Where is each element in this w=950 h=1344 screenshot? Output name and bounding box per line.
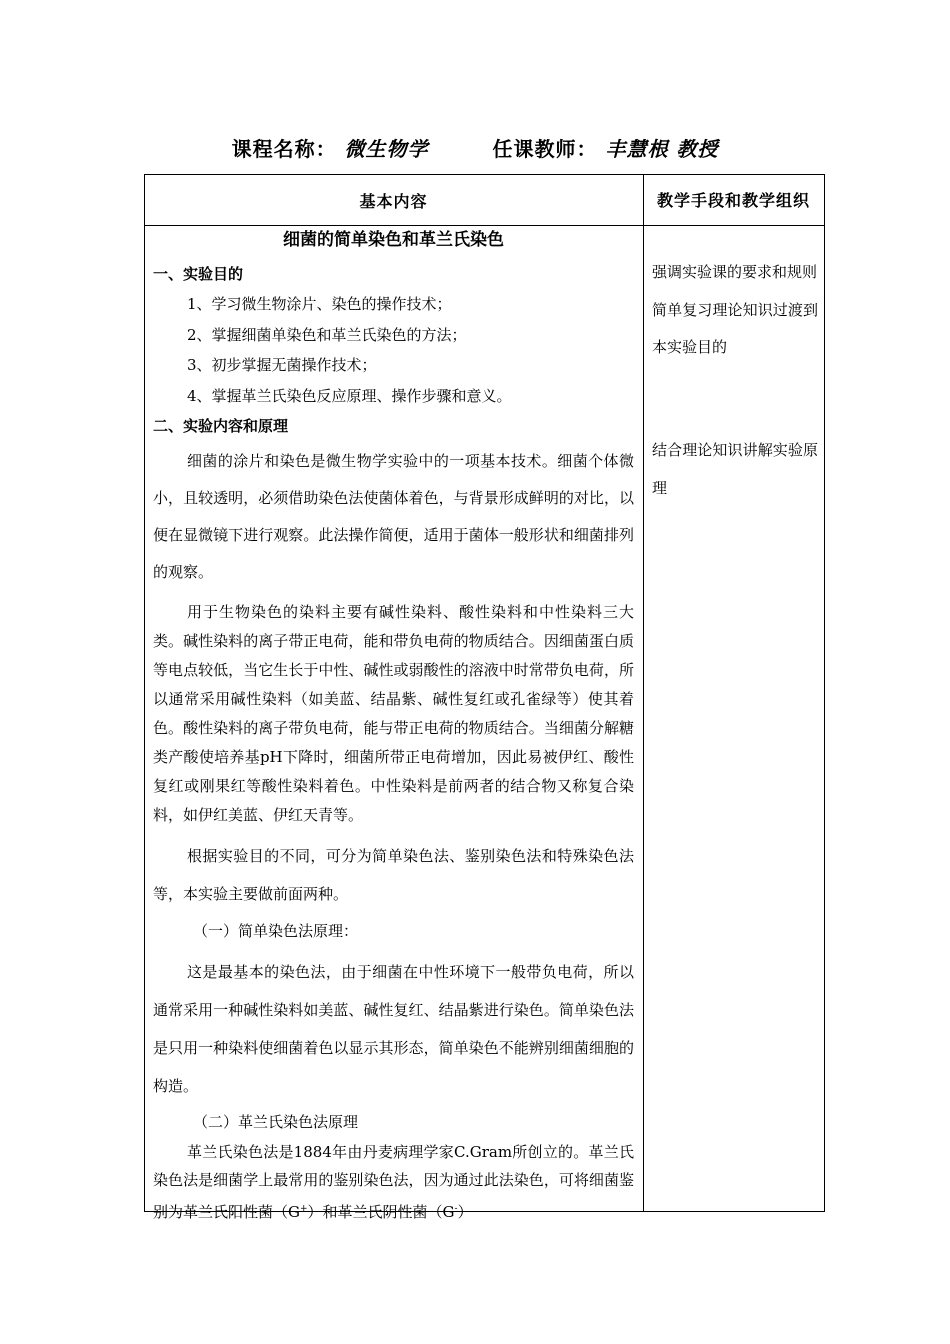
side-note: 简单复习理论知识过渡到本实验目的 — [652, 300, 818, 356]
teacher-label: 任课教师： — [492, 137, 598, 161]
paragraph: 细菌的涂片和染色是微生物学实验中的一项基本技术。细菌个体微小，且较透明，必须借助染色法使菌体着色，与背景形成鲜明的对比，以便在显微镜下进行观察。此法操作简便，适用于菌体一般形状和细菌排列的观察。 — [153, 452, 634, 581]
section-objectives-title: 一、实验目的 — [153, 265, 244, 283]
course-header — [0, 133, 950, 162]
lesson-title: 细菌的简单染色和革兰氏染色 — [283, 230, 504, 250]
side-note: 强调实验课的要求和规则 — [652, 263, 818, 281]
gram-text: 革兰氏染色法是1884年由丹麦病理学家C.Gram所创立的。革兰氏染色法是细菌学上最常用的鉴别染色法，因为通过此法染色，可将细菌鉴别为革兰氏阳性菌（G — [153, 1143, 634, 1221]
table-column-divider — [643, 174, 644, 1212]
table-border-right — [824, 174, 825, 1212]
objective-item: 1、学习微生物涂片、染色的操作技术； — [187, 295, 452, 313]
paragraph: 用于生物染色的染料主要有碱性染料、酸性染料和中性染料三大类。碱性染料的离子带正电荷，能和带负电荷的物质结合。因细菌蛋白质等电点较低，当它生长于中性、碱性或弱酸性的溶液中时常带负电荷，所以通常采用碱性染料（如美蓝、结晶紫、碱性复红或孔雀绿等）使其着色。酸性染料的离子带负电荷，能与带正电荷的物质结合。当细菌分解糖类产酸使培养基pH下降时，细菌所带正电荷增加，因此易被伊红、酸性复红或刚果红等酸性染料着色。中性染料是前两者的结合物又称复合染料，如伊红美蓝、伊红天青等。 — [153, 603, 634, 824]
course-name: 微生物学 — [344, 137, 429, 161]
subsection-gram-stain-title: （二）革兰氏染色法原理 — [193, 1113, 359, 1131]
paragraph — [153, 1138, 634, 1226]
teacher-name: 丰慧根 教授 — [605, 137, 719, 161]
side-notes-group-1 — [652, 254, 818, 367]
paragraph: 根据实验目的不同，可分为简单染色法、鉴别染色法和特殊染色法等，本实验主要做前面两种。 — [153, 847, 634, 903]
main-content — [153, 227, 634, 1226]
table-border-left — [144, 174, 145, 1212]
gram-text: ）和革兰氏阴性菌（G — [307, 1202, 455, 1221]
table-border-top — [144, 174, 825, 175]
column-header-content: 基本内容 — [359, 191, 428, 211]
side-note: 结合理论知识讲解实验原理 — [652, 441, 818, 497]
table-header-divider — [144, 225, 825, 226]
objective-item: 3、初步掌握无菌操作技术； — [187, 356, 377, 374]
subsection-simple-stain-title: （一）简单染色法原理： — [193, 922, 359, 940]
gram-text: ） — [457, 1202, 473, 1221]
paragraph: 这是最基本的染色法，由于细菌在中性环境下一般带负电荷，所以通常采用一种碱性染料如美蓝、碱性复红、结晶紫进行染色。简单染色法是只用一种染料使细菌着色以显示其形态，简单染色不能辨别细菌细胞的构造。 — [153, 963, 634, 1095]
course-label: 课程名称： — [231, 137, 337, 161]
objective-item: 4、掌握革兰氏染色反应原理、操作步骤和意义。 — [187, 386, 512, 405]
column-header-teaching-method: 教学手段和教学组织 — [656, 190, 810, 210]
objective-item: 2、掌握细菌单染色和革兰氏染色的方法； — [187, 325, 467, 344]
superscript-minus: - — [454, 1203, 458, 1214]
superscript-plus: + — [299, 1203, 308, 1214]
section-principle-title: 二、实验内容和原理 — [153, 417, 289, 435]
